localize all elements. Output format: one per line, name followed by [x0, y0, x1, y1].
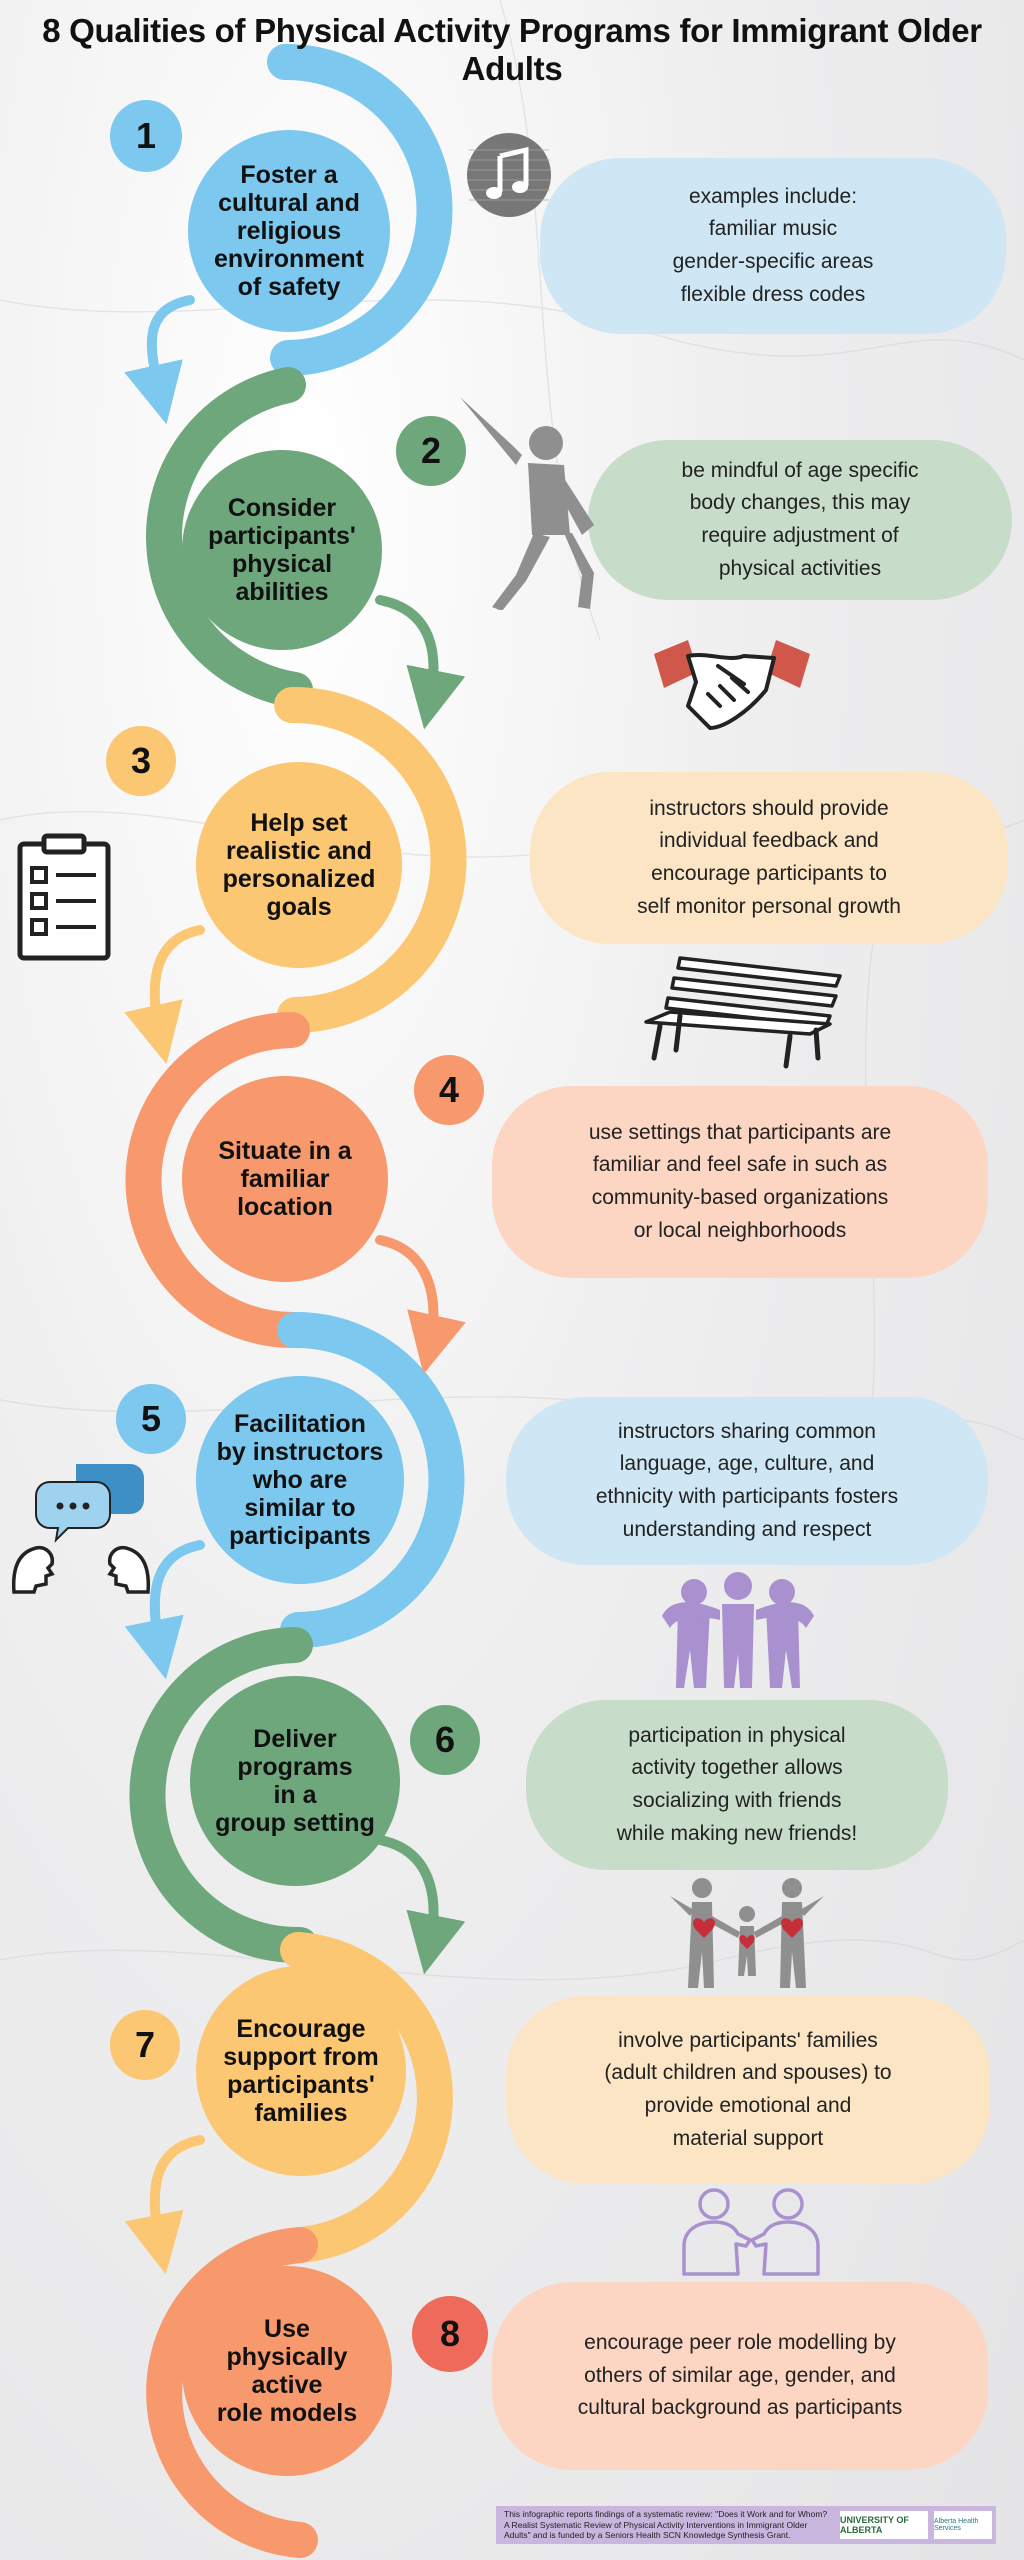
quality-detail — [506, 1996, 990, 2184]
quality-circle — [182, 1076, 388, 1282]
step-number-badge: 5 — [116, 1384, 186, 1454]
quality-detail — [588, 440, 1012, 600]
step-number-badge: 3 — [106, 726, 176, 796]
quality-detail-text: examples include: familiar music gender-specific areas flexible dress codes — [672, 184, 874, 306]
quality-detail — [506, 1397, 988, 1565]
quality-detail — [540, 158, 1006, 334]
quality-circle — [188, 130, 390, 332]
quality-label: Deliver programs in a group setting — [215, 1725, 375, 1837]
ahs-logo-text: Alberta Health Services — [934, 2518, 979, 2532]
quality-circle — [196, 1966, 406, 2176]
quality-detail — [526, 1700, 948, 1870]
step-number-badge: 6 — [410, 1705, 480, 1775]
step-number-badge: 4 — [414, 1055, 484, 1125]
conversation-heads-icon — [6, 1456, 156, 1596]
quality-label: Facilitation by instructors who are similar to participants — [216, 1410, 384, 1550]
quality-label: Foster a cultural and religious environment of safety — [213, 161, 365, 301]
quality-circle — [196, 1376, 404, 1584]
step-number-badge: 2 — [396, 416, 466, 486]
quality-circle — [182, 450, 382, 650]
family-hearts-icon — [668, 1876, 826, 1988]
step-number-badge: 7 — [110, 2010, 180, 2080]
citation-footer — [496, 2506, 996, 2544]
quality-detail-text: encourage peer role modelling by others of similar age, gender, and cultural background as participants — [577, 2331, 903, 2420]
quality-detail-text: instructors should provide individual feedback and encourage participants to self monitor personal growth — [637, 796, 901, 918]
quality-detail — [530, 772, 1008, 944]
infographic-title: 8 Qualities of Physical Activity Programs for Immigrant Older Adults — [42, 12, 982, 87]
quality-circle — [190, 1676, 400, 1886]
group-hug-icon — [660, 1570, 816, 1688]
park-bench-icon — [640, 950, 850, 1070]
handshake-icon — [648, 632, 816, 742]
step-number-badge: 8 — [412, 2296, 488, 2372]
quality-detail-text: be mindful of age specific body changes, this may require adjustment of physical activities — [681, 458, 919, 580]
quality-detail — [492, 1086, 988, 1278]
quality-detail — [492, 2282, 988, 2470]
alberta-health-services-logo — [934, 2511, 992, 2539]
checklist-clipboard-icon — [14, 832, 114, 962]
citation-text: This infographic reports findings of a systematic review: "Does it Work and for Whom? A Realist Systematic Review of Physical Activity Interventions in Immigrant Older Adults" and is funded by a Seniors Health SCN Knowledge Synthesis Grant. — [504, 2509, 828, 2541]
quality-detail-text: use settings that participants are familiar and feel safe in such as community-based organizations or local neighborhoods — [588, 1120, 892, 1242]
step-number-badge: 1 — [110, 100, 182, 172]
quality-label: Help set realistic and personalized goals — [222, 809, 376, 921]
quality-label: Situate in a familiar location — [218, 1137, 352, 1221]
music-note-icon — [464, 130, 554, 220]
quality-label: Consider participants' physical abilities — [208, 494, 356, 606]
two-people-icon — [676, 2186, 826, 2278]
quality-label: Encourage support from participants' families — [223, 2015, 379, 2127]
quality-circle — [196, 762, 402, 968]
stretching-woman-icon — [452, 385, 602, 610]
ua-logo-text: UNIVERSITY OF ALBERTA — [840, 2515, 909, 2535]
quality-circle — [182, 2266, 392, 2476]
quality-detail-text: participation in physical activity together allows socializing with friends while making new friends! — [616, 1723, 858, 1845]
quality-detail-text: involve participants' families (adult children and spouses) to provide emotional and material support — [604, 2028, 892, 2150]
quality-detail-text: instructors sharing common language, age, culture, and ethnicity with participants fosters understanding and respect — [595, 1419, 899, 1541]
university-of-alberta-logo — [840, 2511, 928, 2539]
quality-label: Use physically active role models — [216, 2315, 358, 2427]
